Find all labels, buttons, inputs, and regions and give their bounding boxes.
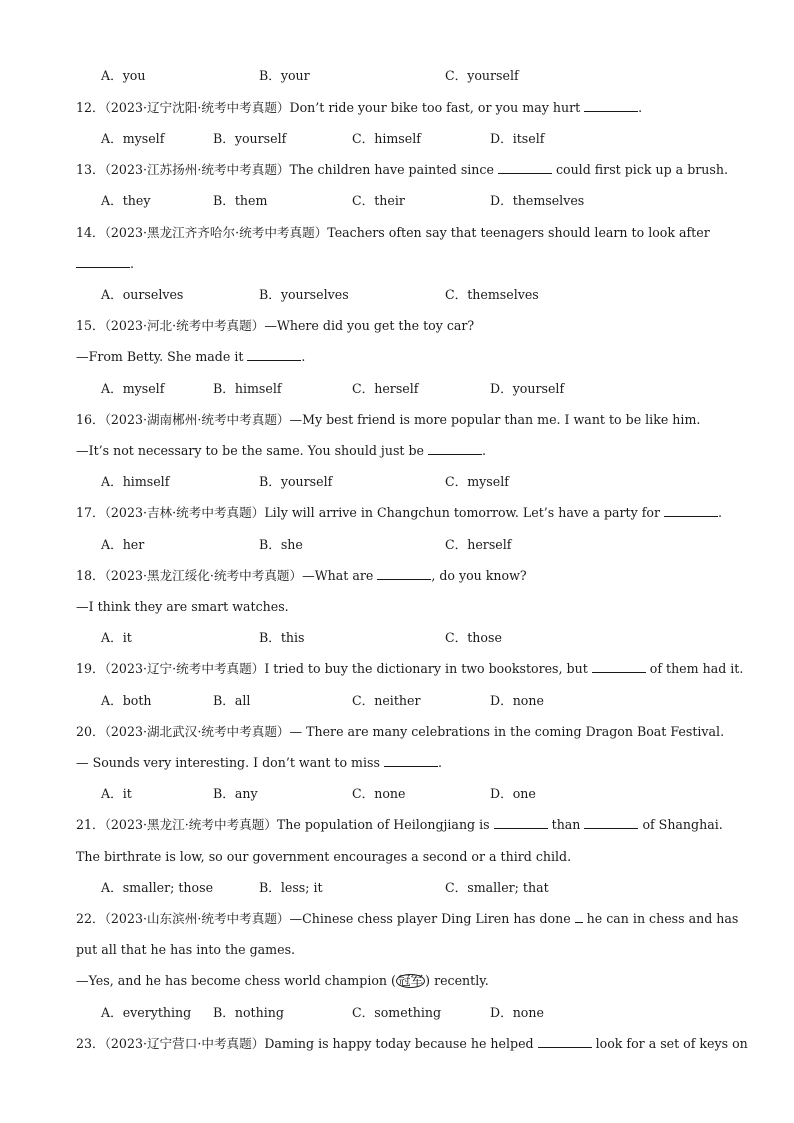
- option-b: B．less; it: [259, 880, 323, 895]
- circled-annotation: 冠军: [397, 973, 424, 988]
- option-b: B．himself: [213, 381, 282, 396]
- q13-stem: 13．（2023·江苏扬州·统考中考真题）The children have painted since could first pick up a brush.: [76, 162, 728, 177]
- option-b: B．them: [213, 193, 268, 208]
- q16-stem: 16．（2023·湖南郴州·统考中考真题）—My best friend is more popular than me. I want to be like him.: [76, 412, 701, 427]
- option-b: B．yourself: [213, 131, 287, 146]
- q22-stem-reply: —Yes, and he has become chess world champion ( 冠军 ) recently.: [76, 973, 489, 988]
- option-c: C．himself: [352, 131, 421, 146]
- option-c: C．none: [352, 786, 406, 801]
- option-c: C．smaller; that: [445, 880, 549, 895]
- option-a: A．her: [101, 537, 145, 552]
- q22-stem: 22．（2023·山东滨州·统考中考真题）—Chinese chess player Ding Liren has done he can in chess and has: [76, 911, 739, 926]
- q19-stem: 19．（2023·辽宁·统考中考真题）I tried to buy the dictionary in two bookstores, but of them had it.: [76, 661, 744, 676]
- answer-blank: [584, 817, 638, 829]
- option-a: A．smaller; those: [101, 880, 214, 895]
- q15-stem: 15．（2023·河北·统考中考真题）—Where did you get the toy car?: [76, 318, 475, 333]
- answer-blank: [76, 256, 130, 268]
- option-a: A．both: [101, 693, 152, 708]
- option-d: D．themselves: [490, 193, 585, 208]
- answer-blank: [592, 661, 646, 673]
- option-b: B．she: [259, 537, 303, 552]
- option-c: C．those: [445, 630, 502, 645]
- answer-blank: [494, 817, 548, 829]
- q20-stem: 20．（2023·湖北武汉·统考中考真题）— There are many celebrations in the coming Dragon Boat Festival.: [76, 724, 725, 739]
- option-a: A．myself: [101, 381, 165, 396]
- q17-stem: 17．（2023·吉林·统考中考真题）Lily will arrive in Changchun tomorrow. Let’s have a party for .: [76, 505, 723, 520]
- option-b: B．all: [213, 693, 251, 708]
- answer-blank: [377, 568, 431, 580]
- answer-blank: [538, 1036, 592, 1048]
- q21-stem-cont: The birthrate is low, so our government encourages a second or a third child.: [76, 849, 572, 864]
- option-d: D．none: [490, 693, 544, 708]
- option-b: B．yourselves: [259, 287, 349, 302]
- option-a: A．myself: [101, 131, 165, 146]
- option-c: C．herself: [352, 381, 419, 396]
- option-c: C．something: [352, 1005, 442, 1020]
- option-d: D．one: [490, 786, 536, 801]
- q23-stem: 23．（2023·辽宁营口·中考真题）Daming is happy today because he helped look for a set of keys on: [76, 1036, 748, 1051]
- option-c: C．herself: [445, 537, 512, 552]
- answer-blank: [247, 349, 301, 361]
- option-c: C．neither: [352, 693, 421, 708]
- option-c: C．their: [352, 193, 405, 208]
- answer-blank: [384, 755, 438, 767]
- option-b: B．this: [259, 630, 305, 645]
- q21-stem: 21．（2023·黑龙江·统考中考真题）The population of Heilongjiang is than of Shanghai.: [76, 817, 723, 832]
- q18-stem-cont: —I think they are smart watches.: [76, 599, 289, 614]
- q12-stem: 12．（2023·辽宁沈阳·统考中考真题）Don’t ride your bike too fast, or you may hurt .: [76, 100, 643, 115]
- answer-blank: [575, 911, 583, 923]
- option-a: A．it: [101, 786, 132, 801]
- option-d: D．yourself: [490, 381, 565, 396]
- answer-blank: [498, 162, 552, 174]
- q18-stem: 18．（2023·黑龙江绥化·统考中考真题）—What are , do you know?: [76, 568, 527, 583]
- answer-blank: [584, 100, 638, 112]
- option-c: C．yourself: [445, 68, 519, 83]
- q22-stem-cont: put all that he has into the games.: [76, 942, 296, 957]
- option-b: B．your: [259, 68, 310, 83]
- option-a: A．himself: [101, 474, 170, 489]
- option-d: D．itself: [490, 131, 545, 146]
- option-b: B．any: [213, 786, 258, 801]
- option-b: B．nothing: [213, 1005, 284, 1020]
- option-c: C．themselves: [445, 287, 539, 302]
- q15-stem-cont: —From Betty. She made it .: [76, 349, 306, 364]
- answer-blank: [664, 505, 718, 517]
- q14-stem-cont: .: [76, 256, 724, 272]
- answer-blank: [428, 443, 482, 455]
- option-a: A．everything: [101, 1005, 192, 1020]
- option-a: A．they: [101, 193, 151, 208]
- option-a: A．ourselves: [101, 287, 184, 302]
- q14-stem: 14．（2023·黑龙江齐齐哈尔·统考中考真题）Teachers often say that teenagers should learn to look after: [76, 225, 710, 240]
- option-b: B．yourself: [259, 474, 333, 489]
- option-c: C．myself: [445, 474, 509, 489]
- option-d: D．none: [490, 1005, 544, 1020]
- q16-stem-cont: —It’s not necessary to be the same. You should just be .: [76, 443, 487, 458]
- option-a: A．it: [101, 630, 132, 645]
- option-a: A．you: [101, 68, 146, 83]
- q20-stem-cont: — Sounds very interesting. I don’t want to miss .: [76, 755, 442, 770]
